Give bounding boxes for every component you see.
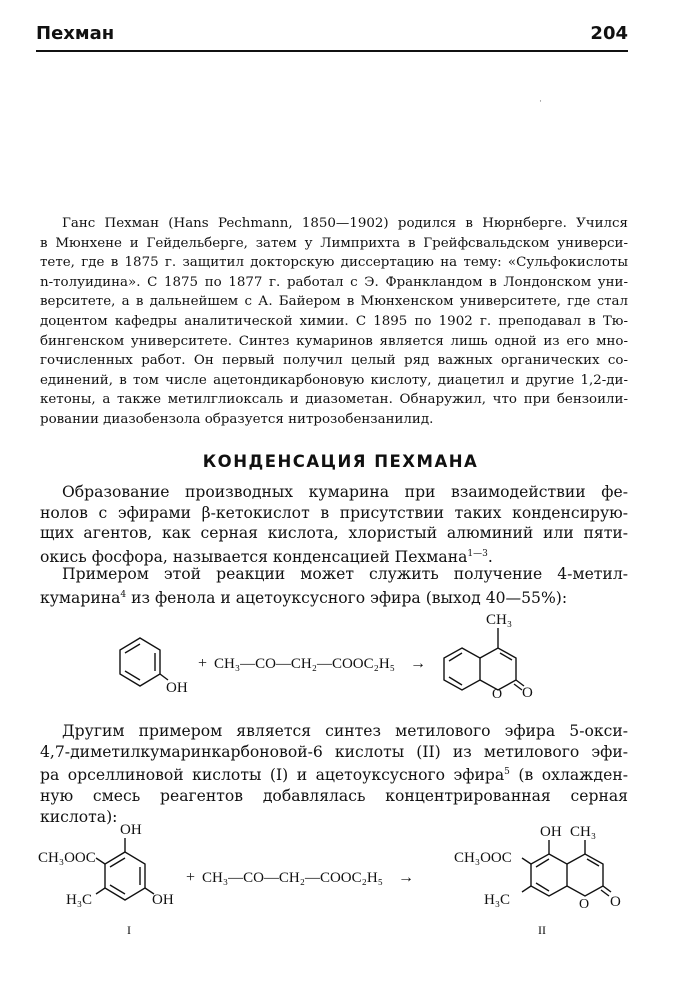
orsellinate-ester: CH₃OOC bbox=[38, 850, 96, 866]
biography-note bbox=[40, 214, 628, 430]
carbonyl-bond bbox=[601, 890, 609, 896]
orsellinate-oh-top: OH bbox=[120, 822, 142, 838]
scan-speck: ˙ bbox=[538, 100, 543, 111]
bio-line: верситете, а в дальнейшем с А. Байером в Мюнхенском университете, где стал bbox=[40, 294, 628, 310]
reaction-arrow: → bbox=[410, 655, 426, 672]
reference-mark: 1—3 bbox=[467, 548, 488, 559]
phenol-structure bbox=[120, 638, 188, 696]
reaction-diagram-2 bbox=[0, 818, 681, 978]
coumarin-oh: OH bbox=[540, 824, 562, 840]
paragraph-line: Другим примером является синтез метилового эфира 5-окси- bbox=[62, 722, 628, 740]
paragraph-2 bbox=[40, 564, 628, 608]
reagent-formula: CH₃—CO—CH₂—COOC₂H₅ bbox=[202, 870, 383, 886]
pyrone-ring bbox=[480, 648, 516, 690]
paragraph-text: (в охлажден- bbox=[509, 766, 628, 785]
carbonyl-bond bbox=[514, 684, 522, 690]
compound-label-ii: II bbox=[538, 923, 546, 937]
methyl-label: CH₃ bbox=[486, 612, 513, 628]
paragraph-line: кислота): bbox=[40, 807, 118, 826]
ring-oxygen: O bbox=[579, 897, 590, 912]
benzene-ring bbox=[531, 854, 567, 896]
reagent-formula: CH₃—CO—CH₂—COOC₂H₅ bbox=[214, 656, 395, 672]
paragraph-line: Примером этой реакции может служить получение 4-метил- bbox=[62, 565, 628, 583]
ester-bond bbox=[522, 858, 531, 864]
bio-line: гочисленных работ. Он первый получил целый ряд важных органических со- bbox=[40, 353, 628, 369]
reaction-scheme-2 bbox=[0, 818, 681, 978]
coumarin-methyl-top: CH₃ bbox=[570, 824, 597, 840]
bio-line: кетоны, а также метилглиоксаль и диазометан. Обнаружил, что при бензоили- bbox=[40, 392, 628, 408]
paragraph-text: окись фосфора, называется конденсацией Пехмана bbox=[40, 547, 468, 566]
paragraph-line: Образование производных кумарина при взаимодействии фе- bbox=[62, 483, 628, 501]
pyrone-ring bbox=[567, 854, 603, 896]
orsellinate-oh-bottom: OH bbox=[152, 892, 174, 908]
coumarin-ester: CH₃OOC bbox=[454, 850, 512, 866]
reference-mark: 5 bbox=[504, 767, 510, 778]
reaction-arrow: → bbox=[398, 869, 414, 886]
plus-sign: + bbox=[198, 655, 208, 672]
bio-line: в Мюнхене и Гейдельберге, затем у Лимприхта в Грейфсвальдском универси- bbox=[40, 235, 628, 251]
phenol-oh: OH bbox=[166, 680, 188, 696]
reaction-scheme-1 bbox=[0, 604, 681, 714]
benzene-ring bbox=[105, 852, 145, 900]
bio-line: тете, где в 1875 г. защитил докторскую диссертацию на тему: «Сульфокислоты bbox=[40, 255, 628, 271]
section-title: КОНДЕНСАЦИЯ ПЕХМАНА bbox=[202, 452, 479, 471]
coumarin-methyl: H₃C bbox=[484, 892, 511, 908]
paragraph-3 bbox=[40, 721, 628, 827]
bio-line: бингенском университете. Синтез кумаринов является лишь одной из его мно- bbox=[40, 333, 628, 349]
plus-sign: + bbox=[186, 869, 196, 886]
running-head bbox=[36, 24, 628, 52]
reference-mark: 4 bbox=[120, 589, 127, 600]
paragraph-line: нолов с эфирами β-кетокислот в присутствии таких конденсирую- bbox=[40, 503, 628, 522]
benzene-ring bbox=[444, 648, 480, 690]
ester-bond bbox=[96, 858, 105, 864]
orsellinate-structure bbox=[38, 822, 174, 937]
carbonyl-oxygen: O bbox=[610, 894, 621, 910]
paragraph-line bbox=[40, 762, 628, 786]
reaction-diagram-1 bbox=[0, 604, 681, 714]
coumarin-ii-structure bbox=[454, 824, 621, 937]
paragraph-line: ную смесь реагентов добавлялась концентрированная серная bbox=[40, 786, 628, 805]
header-title: Пехман bbox=[36, 23, 115, 44]
bio-line: доцентом кафедры аналитической химии. С 1895 по 1902 г. преподавал в Тю- bbox=[40, 313, 628, 329]
coumarin-structure bbox=[444, 612, 533, 702]
paragraph-text: из фенола и ацетоуксусного эфира (выход 40—55%): bbox=[126, 588, 568, 607]
methyl-bond bbox=[522, 886, 531, 892]
paragraph-line: 4,7-диметилкумаринкарбоновой-6 кислоты (II) из метилового эфи- bbox=[40, 742, 628, 761]
bio-line: ровании диазобензола образуется нитрозобензанилид. bbox=[40, 411, 434, 427]
paragraph-end: . bbox=[487, 547, 493, 566]
paragraph-text: кумарина bbox=[40, 588, 121, 607]
paragraph-line: щих агентов, как серная кислота, хлористый алюминий или пяти- bbox=[40, 524, 628, 543]
carbonyl-oxygen: O bbox=[522, 685, 533, 701]
paragraph-1 bbox=[40, 482, 628, 568]
bio-line: n-толуидина». С 1875 по 1877 г. работал с Э. Франкландом в Лондонском уни- bbox=[40, 274, 628, 290]
orsellinate-methyl: H₃C bbox=[66, 892, 93, 908]
bio-line: Ганс Пехман (Hans Pechmann, 1850—1902) родился в Нюрнберге. Учился bbox=[62, 216, 628, 231]
bio-line: единений, в том числе ацетондикарбоновую кислоту, диацетил и другие 1,2-ди- bbox=[40, 372, 628, 388]
paragraph-text: ра орселлиновой кислоты (I) и ацетоуксусного эфира bbox=[40, 766, 505, 785]
benzene-ring bbox=[120, 638, 160, 686]
ring-oxygen: O bbox=[492, 687, 503, 702]
compound-label-i: I bbox=[127, 923, 131, 937]
page-number: 204 bbox=[590, 23, 628, 44]
carbonyl-bond bbox=[603, 886, 611, 892]
methyl-bond bbox=[96, 888, 105, 894]
